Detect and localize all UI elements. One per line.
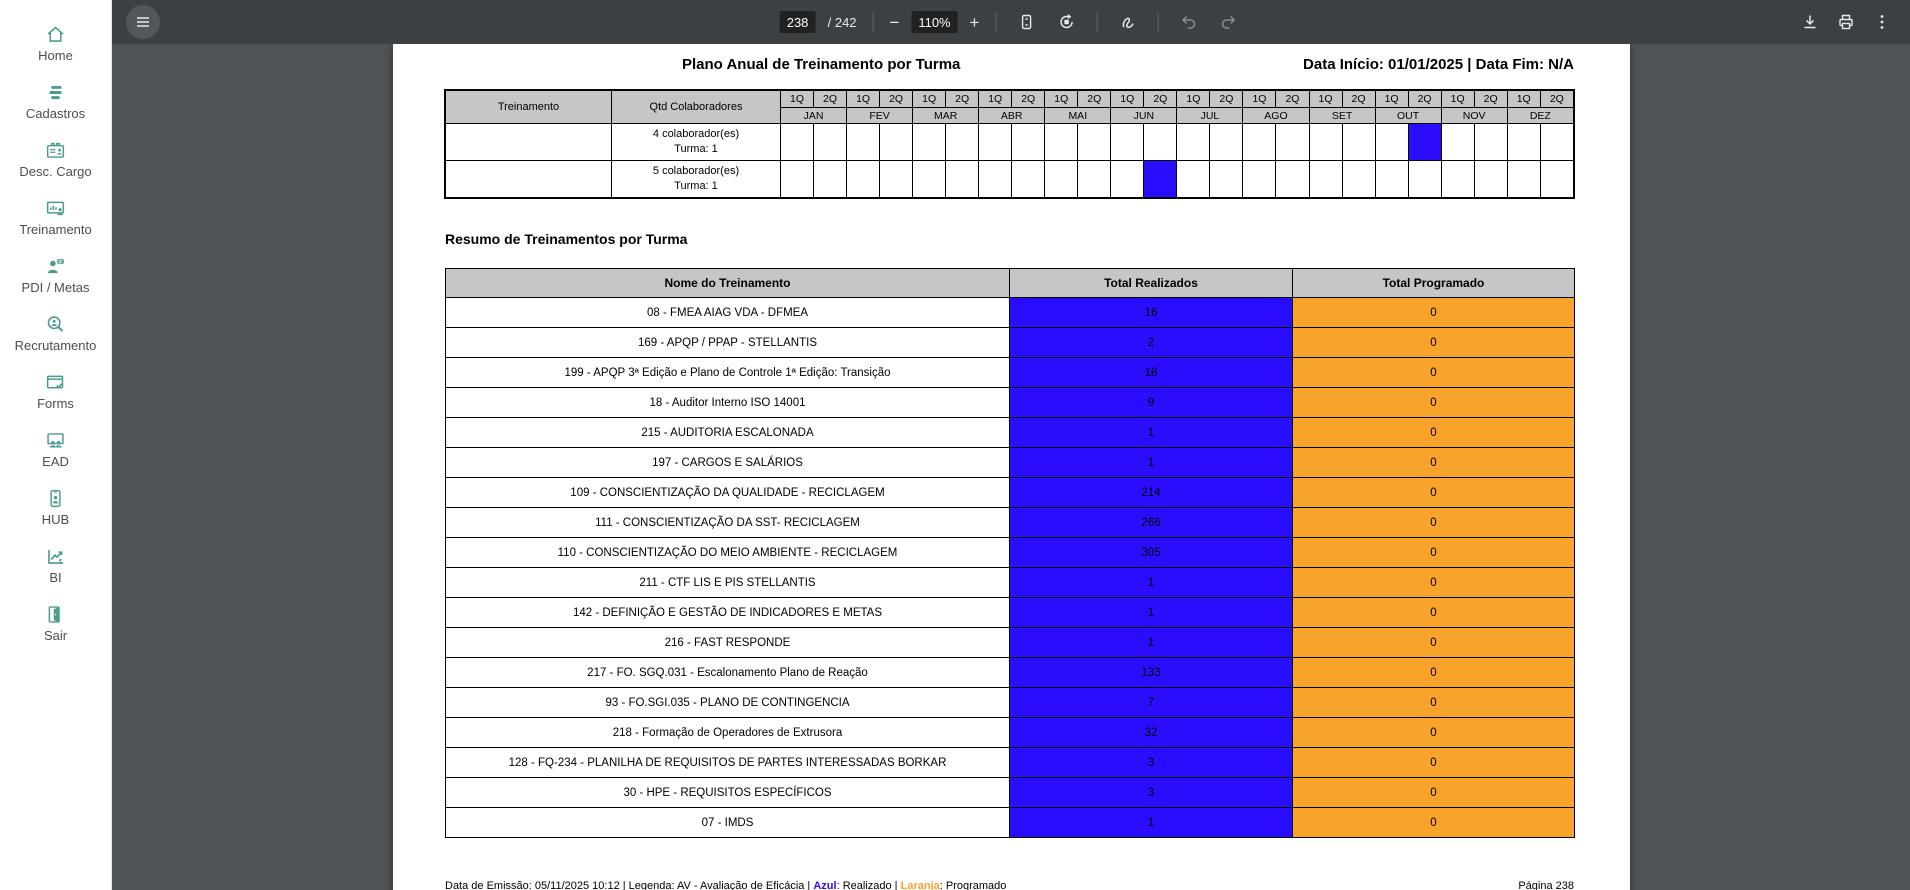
- summary-realizados-cell: 16: [1010, 298, 1293, 328]
- calendar-month-header: ABR: [979, 108, 1045, 124]
- calendar-quarter-header: 2Q: [1012, 91, 1045, 108]
- page-number-input[interactable]: [780, 11, 816, 33]
- calendar-quarter-header: 1Q: [1045, 91, 1078, 108]
- sidebar-item-label: Recrutamento: [14, 338, 97, 353]
- calendar-quarter-header: 2Q: [880, 91, 913, 108]
- summary-row: [446, 688, 1575, 718]
- calendar-cell: [1309, 161, 1342, 198]
- summary-name-cell: 199 - APQP 3ª Edição e Plano de Controle 1ª Edição: Transição: [446, 358, 1010, 388]
- summary-name-cell: 93 - FO.SGI.035 - PLANO DE CONTINGENCIA: [446, 688, 1010, 718]
- calendar-cell: [880, 124, 913, 161]
- calendar-quarter-header: 2Q: [814, 91, 847, 108]
- sidebar-item-forms[interactable]: [0, 372, 111, 412]
- sidebar-item-label: Forms: [37, 396, 74, 411]
- summary-row: [446, 448, 1575, 478]
- footer-page-number: Página 238: [1518, 880, 1574, 890]
- summary-programado-cell: 0: [1293, 418, 1575, 448]
- summary-programado-cell: 0: [1293, 808, 1575, 838]
- sidebar-item-label: EAD: [42, 454, 69, 469]
- calendar-cell: [847, 161, 880, 198]
- toolbar-divider: [1096, 12, 1097, 32]
- summary-programado-cell: 0: [1293, 508, 1575, 538]
- undo-icon: [1179, 13, 1197, 31]
- calendar-month-header: MAR: [913, 108, 979, 124]
- sidebar-item-label: Treinamento: [19, 222, 92, 237]
- summary-programado-cell: 0: [1293, 688, 1575, 718]
- summary-programado-cell: 0: [1293, 538, 1575, 568]
- hamburger-icon: [134, 13, 152, 31]
- calendar-cell: [1309, 124, 1342, 161]
- calendar-row: [446, 161, 1574, 198]
- summary-programado-cell: 0: [1293, 448, 1575, 478]
- summary-realizados-cell: 1: [1010, 418, 1293, 448]
- summary-row: [446, 658, 1575, 688]
- zoom-level-input[interactable]: [911, 11, 957, 33]
- calendar-cell: [1474, 124, 1507, 161]
- more-options-button[interactable]: [1868, 8, 1896, 36]
- redo-button[interactable]: [1214, 8, 1242, 36]
- calendar-quarter-header: 2Q: [1276, 91, 1309, 108]
- toolbar-divider: [995, 12, 996, 32]
- calendar-cell: [1375, 124, 1408, 161]
- id-card-icon: [45, 140, 66, 161]
- calendar-cell: [1342, 161, 1375, 198]
- summary-name-cell: 142 - DEFINIÇÃO E GESTÃO DE INDICADORES E METAS: [446, 598, 1010, 628]
- calendar-cell: [1078, 161, 1111, 198]
- qtd-line: Turma: 1: [674, 180, 718, 192]
- summary-realizados-cell: 214: [1010, 478, 1293, 508]
- summary-column-header: Nome do Treinamento: [446, 269, 1010, 298]
- summary-realizados-cell: 7: [1010, 688, 1293, 718]
- summary-row: [446, 538, 1575, 568]
- calendar-cell: [1144, 161, 1177, 198]
- calendar-month-header: JUN: [1111, 108, 1177, 124]
- calendar-cell: [1177, 124, 1210, 161]
- summary-realizados-cell: 133: [1010, 658, 1293, 688]
- form-window-icon: [45, 372, 66, 393]
- calendar-quarter-header: 1Q: [1309, 91, 1342, 108]
- calendar-cell: [913, 161, 946, 198]
- sidebar-item-home[interactable]: [0, 24, 111, 64]
- qtd-line: Turma: 1: [674, 143, 718, 155]
- list-icon: [45, 82, 66, 103]
- calendar-cell: [1276, 161, 1309, 198]
- document-title: Plano Anual de Treinamento por Turma: [682, 56, 961, 73]
- summary-row: [446, 568, 1575, 598]
- sidebar-item-hub[interactable]: [0, 488, 111, 528]
- sidebar-item-pdi-metas[interactable]: [0, 256, 111, 296]
- calendar-quarter-header: 1Q: [847, 91, 880, 108]
- calendar-cell: [1144, 124, 1177, 161]
- calendar-cell: [1045, 124, 1078, 161]
- summary-programado-cell: 0: [1293, 748, 1575, 778]
- redo-icon: [1219, 13, 1237, 31]
- summary-name-cell: 128 - FQ-234 - PLANILHA DE REQUISITOS DE PARTES INTERESSADAS BORKAR: [446, 748, 1010, 778]
- calendar-quarter-header: 1Q: [979, 91, 1012, 108]
- calendar-month-header: SET: [1309, 108, 1375, 124]
- rotate-button[interactable]: [1052, 8, 1080, 36]
- menu-button[interactable]: [126, 5, 160, 39]
- calendar-cell: [814, 161, 847, 198]
- calendar-month-header: OUT: [1375, 108, 1441, 124]
- summary-programado-cell: 0: [1293, 778, 1575, 808]
- sidebar-item-cadastros[interactable]: [0, 82, 111, 122]
- calendar-cell: [1177, 161, 1210, 198]
- calendar-month-header: FEV: [847, 108, 913, 124]
- sidebar-item-bi[interactable]: [0, 546, 111, 586]
- calendar-cell: [1210, 124, 1243, 161]
- summary-programado-cell: 0: [1293, 598, 1575, 628]
- summary-name-cell: 197 - CARGOS E SALÁRIOS: [446, 448, 1010, 478]
- summary-realizados-cell: 1: [1010, 448, 1293, 478]
- sidebar-item-label: Cadastros: [25, 106, 86, 121]
- summary-realizados-cell: 2: [1010, 328, 1293, 358]
- calendar-month-header: MAI: [1045, 108, 1111, 124]
- summary-programado-cell: 0: [1293, 658, 1575, 688]
- summary-realizados-cell: 1: [1010, 808, 1293, 838]
- calendar-cell: [1375, 161, 1408, 198]
- summary-row: [446, 478, 1575, 508]
- calendar-header-qtd: Qtd Colaboradores: [612, 91, 781, 124]
- summary-programado-cell: 0: [1293, 328, 1575, 358]
- ink-annotate-icon: [1118, 13, 1136, 31]
- summary-programado-cell: 0: [1293, 358, 1575, 388]
- summary-name-cell: 215 - AUDITORIA ESCALONADA: [446, 418, 1010, 448]
- calendar-cell: [1243, 124, 1276, 161]
- calendar-cell: [1474, 161, 1507, 198]
- fit-page-button[interactable]: [1012, 8, 1040, 36]
- calendar-qtd-cell: [612, 161, 781, 198]
- calendar-header-treinamento: Treinamento: [446, 91, 612, 124]
- document-date-range: Data Início: 01/01/2025 | Data Fim: N/A: [1303, 56, 1574, 73]
- summary-programado-cell: 0: [1293, 298, 1575, 328]
- document-footer: [445, 880, 1574, 890]
- summary-programado-cell: 0: [1293, 388, 1575, 418]
- calendar-cell: [979, 161, 1012, 198]
- summary-row: [446, 418, 1575, 448]
- calendar-cell: [1045, 161, 1078, 198]
- calendar-quarter-header: 2Q: [1210, 91, 1243, 108]
- summary-realizados-cell: 3: [1010, 748, 1293, 778]
- calendar-cell: [1243, 161, 1276, 198]
- legend-laranja: Laranja: [900, 880, 940, 890]
- summary-section-title: Resumo de Treinamentos por Turma: [445, 231, 688, 247]
- calendar-quarter-header: 2Q: [946, 91, 979, 108]
- sidebar-item-label: Home: [38, 48, 73, 63]
- calendar-cell: [913, 124, 946, 161]
- calendar-cell: [946, 124, 979, 161]
- summary-realizados-cell: 1: [1010, 598, 1293, 628]
- zoom-out-button[interactable]: −: [889, 12, 900, 32]
- calendar-month-header: JUL: [1177, 108, 1243, 124]
- calendar-month-header: DEZ: [1507, 108, 1573, 124]
- sidebar-item-treinamento[interactable]: [0, 198, 111, 238]
- summary-realizados-cell: 1: [1010, 568, 1293, 598]
- summary-name-cell: 08 - FMEA AIAG VDA - DFMEA: [446, 298, 1010, 328]
- calendar-cell: [946, 161, 979, 198]
- summary-name-cell: 30 - HPE - REQUISITOS ESPECÍFICOS: [446, 778, 1010, 808]
- undo-button[interactable]: [1174, 8, 1202, 36]
- sidebar-item-label: PDI / Metas: [21, 280, 90, 295]
- calendar-month-header: JAN: [781, 108, 847, 124]
- calendar-row: [446, 124, 1574, 161]
- summary-row: [446, 598, 1575, 628]
- calendar-treinamento-cell: [446, 124, 612, 161]
- summary-programado-cell: 0: [1293, 718, 1575, 748]
- phone-person-icon: [45, 488, 66, 509]
- calendar-month-header: AGO: [1243, 108, 1309, 124]
- calendar-cell: [1012, 124, 1045, 161]
- summary-row: [446, 298, 1575, 328]
- calendar-cell: [1408, 124, 1441, 161]
- print-button[interactable]: [1832, 8, 1860, 36]
- summary-column-header: Total Programado: [1293, 269, 1575, 298]
- calendar-cell: [1441, 124, 1474, 161]
- summary-realizados-cell: 266: [1010, 508, 1293, 538]
- calendar-cell: [979, 124, 1012, 161]
- calendar-cell: [1078, 124, 1111, 161]
- summary-row: [446, 358, 1575, 388]
- calendar-quarter-header: 2Q: [1540, 91, 1573, 108]
- calendar-qtd-cell: [612, 124, 781, 161]
- calendar-cell: [781, 124, 814, 161]
- summary-row: [446, 748, 1575, 778]
- calendar-quarter-header: 1Q: [1243, 91, 1276, 108]
- qtd-line: 5 colaborador(es): [652, 165, 740, 178]
- summary-name-cell: 218 - Formação de Operadores de Extrusora: [446, 718, 1010, 748]
- calendar-cell: [1111, 124, 1144, 161]
- summary-name-cell: 216 - FAST RESPONDE: [446, 628, 1010, 658]
- sidebar-item-label: BI: [49, 570, 62, 585]
- summary-programado-cell: 0: [1293, 628, 1575, 658]
- footer-legend: Data de Emissão: 05/11/2025 10:12 | Legenda: AV - Avaliação de Eficácia | Azul: Realizado | Laranja: Programado: [445, 880, 1007, 890]
- pdf-viewer-area[interactable]: [112, 44, 1910, 890]
- summary-name-cell: 18 - Auditor Interno ISO 14001: [446, 388, 1010, 418]
- more-vert-icon: [1873, 13, 1891, 31]
- calendar-table: [445, 90, 1574, 198]
- calendar-quarter-header: 1Q: [781, 91, 814, 108]
- calendar-cell: [1210, 161, 1243, 198]
- sidebar-item-label: Sair: [43, 628, 68, 643]
- summary-name-cell: 07 - IMDS: [446, 808, 1010, 838]
- annotate-button[interactable]: [1113, 8, 1141, 36]
- calendar-cell: [1408, 161, 1441, 198]
- summary-programado-cell: 0: [1293, 568, 1575, 598]
- summary-column-header: Total Realizados: [1010, 269, 1293, 298]
- calendar-cell: [1540, 161, 1573, 198]
- sidebar-item-label: HUB: [41, 512, 70, 527]
- download-icon: [1801, 13, 1819, 31]
- calendar-cell: [1507, 124, 1540, 161]
- calendar-quarter-header: 2Q: [1342, 91, 1375, 108]
- zoom-in-button[interactable]: +: [969, 12, 980, 32]
- sidebar-item-ead[interactable]: [0, 430, 111, 470]
- summary-name-cell: 111 - CONSCIENTIZAÇÃO DA SST- RECICLAGEM: [446, 508, 1010, 538]
- calendar-cell: [1342, 124, 1375, 161]
- legend-azul: Azul: [813, 880, 837, 890]
- calendar-quarter-header: 1Q: [1177, 91, 1210, 108]
- summary-name-cell: 217 - FO. SGQ.031 - Escalonamento Plano de Reação: [446, 658, 1010, 688]
- toolbar-divider: [873, 12, 874, 32]
- calendar-treinamento-cell: [446, 161, 612, 198]
- calendar-cell: [1441, 161, 1474, 198]
- calendar-cell: [1012, 161, 1045, 198]
- person-chat-icon: [45, 256, 66, 277]
- calendar-quarter-header: 1Q: [1507, 91, 1540, 108]
- sidebar-item-desc-cargo[interactable]: [0, 140, 111, 180]
- training-screen-icon: [45, 198, 66, 219]
- calendar-cell: [1507, 161, 1540, 198]
- calendar-cell: [847, 124, 880, 161]
- summary-name-cell: 169 - APQP / PPAP - STELLANTIS: [446, 328, 1010, 358]
- calendar-cell: [1111, 161, 1144, 198]
- sidebar-item-label: Desc. Cargo: [19, 164, 92, 179]
- calendar-cell: [781, 161, 814, 198]
- calendar-cell: [814, 124, 847, 161]
- calendar-quarter-header: 1Q: [1375, 91, 1408, 108]
- sidebar-item-recrutamento[interactable]: [0, 314, 111, 354]
- summary-name-cell: 109 - CONSCIENTIZAÇÃO DA QUALIDADE - RECICLAGEM: [446, 478, 1010, 508]
- calendar-quarter-header: 1Q: [1111, 91, 1144, 108]
- presentation-people-icon: [45, 430, 66, 451]
- pdf-page: [393, 44, 1630, 890]
- calendar-quarter-header: 1Q: [1441, 91, 1474, 108]
- person-search-icon: [45, 314, 66, 335]
- calendar-quarter-header: 2Q: [1474, 91, 1507, 108]
- pdf-toolbar: [112, 0, 1910, 44]
- summary-name-cell: 211 - CTF LIS E PIS STELLANTIS: [446, 568, 1010, 598]
- calendar-quarter-header: 2Q: [1144, 91, 1177, 108]
- fit-page-icon: [1017, 13, 1035, 31]
- calendar-cell: [1540, 124, 1573, 161]
- summary-row: [446, 808, 1575, 838]
- summary-realizados-cell: 9: [1010, 388, 1293, 418]
- calendar-quarter-header: 1Q: [913, 91, 946, 108]
- page-count: / 242: [827, 14, 857, 30]
- download-button[interactable]: [1796, 8, 1824, 36]
- calendar-cell: [880, 161, 913, 198]
- chart-trend-icon: [45, 546, 66, 567]
- summary-row: [446, 388, 1575, 418]
- qtd-line: 4 colaborador(es): [652, 128, 740, 141]
- summary-table: [445, 268, 1575, 838]
- summary-row: [446, 328, 1575, 358]
- summary-row: [446, 508, 1575, 538]
- summary-realizados-cell: 32: [1010, 718, 1293, 748]
- print-icon: [1837, 13, 1855, 31]
- toolbar-divider: [1157, 12, 1158, 32]
- summary-row: [446, 718, 1575, 748]
- summary-realizados-cell: 1: [1010, 628, 1293, 658]
- rotate-icon: [1057, 13, 1075, 31]
- summary-programado-cell: 0: [1293, 478, 1575, 508]
- app-sidebar: [0, 0, 112, 890]
- exit-door-icon: [45, 604, 66, 625]
- summary-realizados-cell: 18: [1010, 358, 1293, 388]
- summary-row: [446, 628, 1575, 658]
- summary-row: [446, 778, 1575, 808]
- calendar-quarter-header: 2Q: [1408, 91, 1441, 108]
- summary-name-cell: 110 - CONSCIENTIZAÇÃO DO MEIO AMBIENTE - RECICLAGEM: [446, 538, 1010, 568]
- calendar-month-header: NOV: [1441, 108, 1507, 124]
- calendar-cell: [1276, 124, 1309, 161]
- summary-realizados-cell: 3: [1010, 778, 1293, 808]
- summary-realizados-cell: 305: [1010, 538, 1293, 568]
- home-icon: [45, 24, 66, 45]
- sidebar-item-sair[interactable]: [0, 604, 111, 644]
- calendar-quarter-header: 2Q: [1078, 91, 1111, 108]
